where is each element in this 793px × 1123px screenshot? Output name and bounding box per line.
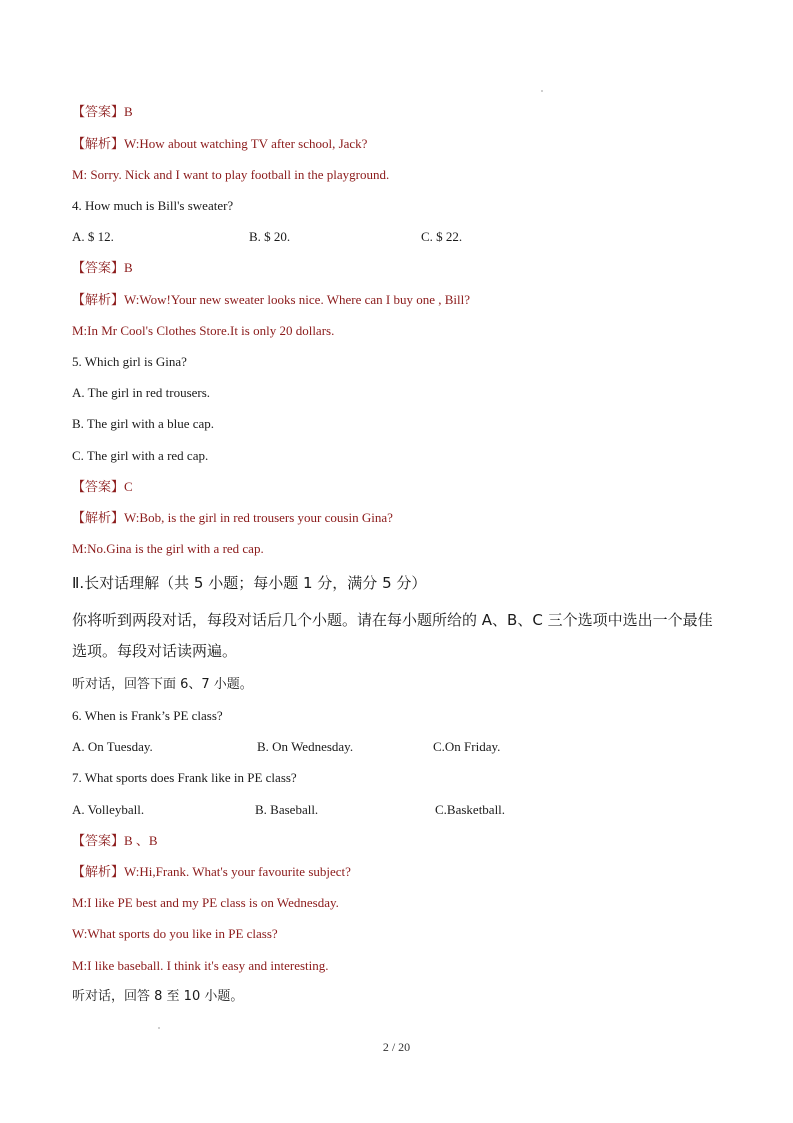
- q3-answer: [72, 104, 133, 120]
- dialogue1-intro: 听对话，回答下面 6、7 小题。: [72, 677, 253, 692]
- q3-analysis-line2: M: Sorry. Nick and I want to play football in the playground.: [72, 167, 390, 182]
- analysis-text: W:Bob, is the girl in red trousers your cousin Gina?: [124, 510, 393, 525]
- q6-option-b: B. On Wednesday.: [257, 739, 354, 754]
- q5-answer: [72, 479, 133, 495]
- answer-tag: 【答案】: [72, 260, 125, 275]
- q4-question: 4. How much is Bill's sweater?: [72, 198, 234, 213]
- q7-analysis-line3: W:What sports do you like in PE class?: [72, 926, 278, 941]
- q7-option-b: B. Baseball.: [255, 802, 319, 817]
- q7-analysis-line4: M:I like baseball. I think it's easy and interesting.: [72, 958, 329, 973]
- q5-analysis-line2: M:No.Gina is the girl with a red cap.: [72, 541, 264, 556]
- q4-analysis: [72, 292, 470, 308]
- answer-tag: 【答案】: [72, 104, 125, 119]
- q5-question: 5. Which girl is Gina?: [72, 354, 187, 369]
- answer-value: B 、B: [124, 833, 158, 848]
- section-heading: Ⅱ.长对话理解（共 5 小题；每小题 1 分，满分 5 分）: [72, 574, 427, 592]
- scan-speck: [158, 1027, 160, 1029]
- q4-answer: [72, 260, 133, 276]
- answer-tag: 【答案】: [72, 833, 125, 848]
- q7-analysis: [72, 864, 351, 880]
- analysis-tag: 【解析】: [72, 136, 125, 151]
- dialogue2-intro: 听对话，回答 8 至 10 小题。: [72, 989, 244, 1004]
- q5-option-b: B. The girl with a blue cap.: [72, 416, 215, 431]
- page-number: 2 / 20: [382, 1040, 411, 1054]
- answer-tag: 【答案】: [72, 479, 125, 494]
- q6-option-c: C.On Friday.: [433, 739, 501, 754]
- q7-option-a: A. Volleyball.: [72, 802, 145, 817]
- analysis-tag: 【解析】: [72, 292, 125, 307]
- q3-analysis: [72, 136, 367, 152]
- q7-option-c: C.Basketball.: [435, 802, 506, 817]
- analysis-text: W:Wow!Your new sweater looks nice. Where can I buy one , Bill?: [124, 292, 471, 307]
- q6-question: 6. When is Frank’s PE class?: [72, 708, 223, 723]
- q4-option-a: A. $ 12.: [72, 229, 114, 244]
- q4-option-b: B. $ 20.: [249, 229, 291, 244]
- analysis-tag: 【解析】: [72, 864, 125, 879]
- analysis-text: W:How about watching TV after school, Jack?: [124, 136, 368, 151]
- section-instructions: 你将听到两段对话，每段对话后几个小题。请在每小题所给的 A、B、C 三个选项中选出一个最佳选项。每段对话读两遍。: [72, 611, 713, 660]
- analysis-text: W:Hi,Frank. What's your favourite subject?: [124, 864, 351, 879]
- answer-value: C: [124, 479, 133, 494]
- q5-option-a: A. The girl in red trousers.: [72, 385, 211, 400]
- answer-value: B: [124, 104, 133, 119]
- q7-answer: [72, 833, 158, 849]
- q7-analysis-line2: M:I like PE best and my PE class is on Wednesday.: [72, 895, 339, 910]
- answer-value: B: [124, 260, 133, 275]
- q7-question: 7. What sports does Frank like in PE class?: [72, 770, 297, 785]
- scan-speck: [541, 90, 543, 92]
- q5-option-c: C. The girl with a red cap.: [72, 448, 209, 463]
- q4-analysis-line2: M:In Mr Cool's Clothes Store.It is only 20 dollars.: [72, 323, 335, 338]
- analysis-tag: 【解析】: [72, 510, 125, 525]
- q6-option-a: A. On Tuesday.: [72, 739, 153, 754]
- q5-analysis: [72, 510, 393, 526]
- q4-option-c: C. $ 22.: [421, 229, 463, 244]
